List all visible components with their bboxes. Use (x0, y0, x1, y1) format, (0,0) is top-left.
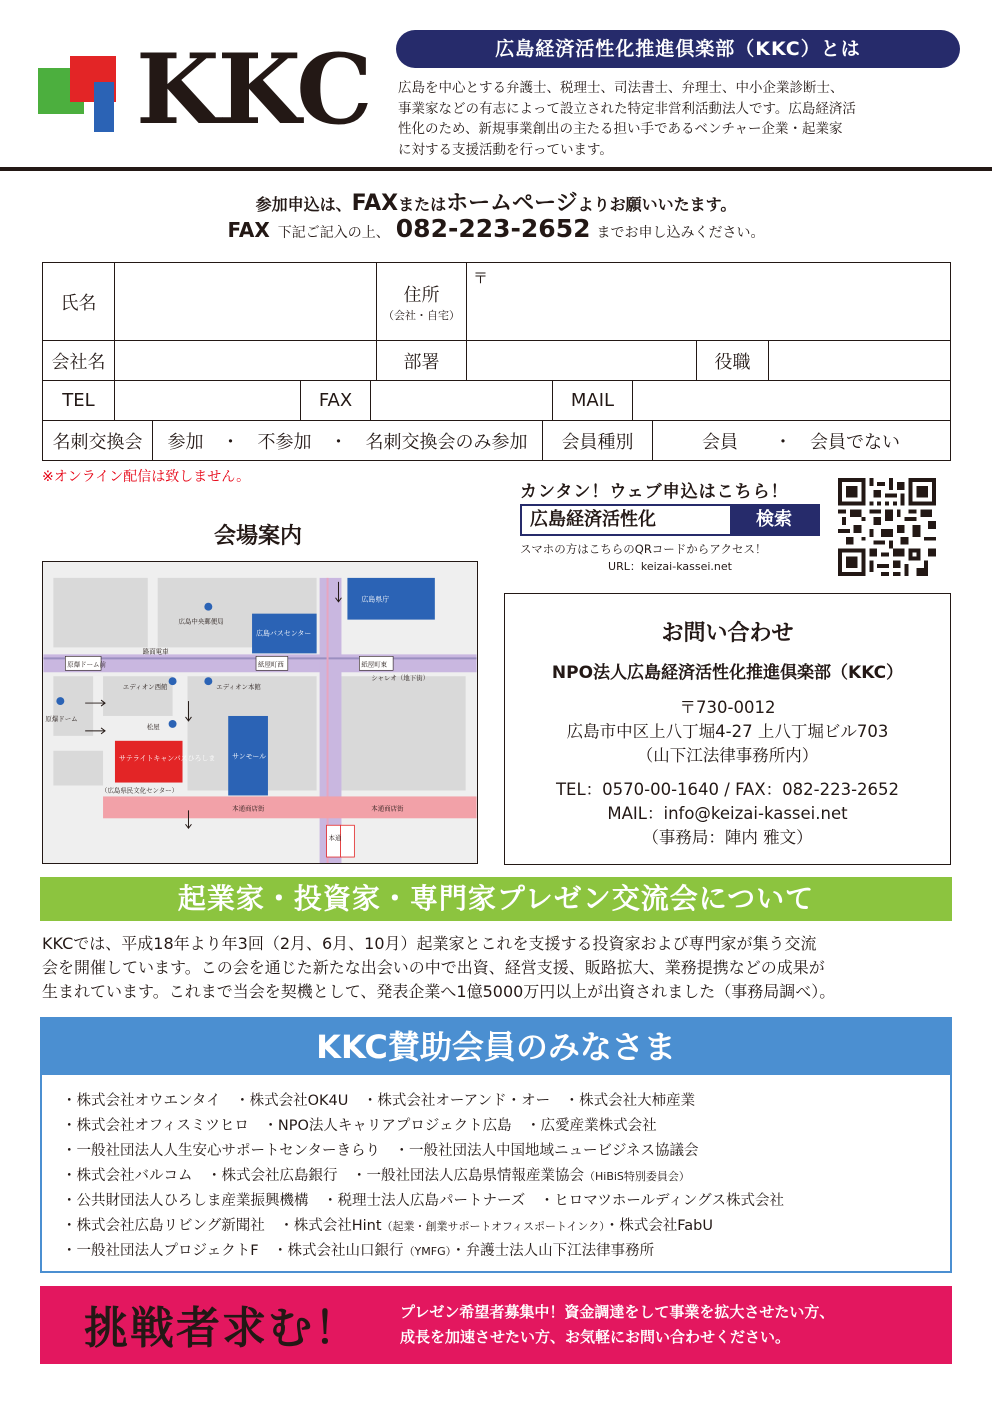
sponsor-line (62, 1214, 942, 1235)
position-label: 役職 (697, 341, 769, 380)
card-exchange-label: 名刺交換会 (43, 421, 153, 461)
banner-line: プレゼン希望者募集中！資金調達をして事業を拡大させたい方、 (400, 1303, 835, 1321)
event-line: 生まれています。これまで当会を契機として、発表企業へ1億5000万円以上が出資されました（事務局調べ）。 (42, 982, 836, 1001)
about-title: 広島経済活性化推進倶楽部（KKC）とは (396, 30, 960, 68)
map-illustration (43, 562, 477, 863)
event-line: 会を開催しています。この会を通じた新たな出会いの中で出資、経営支援、販路拡大、業務提携などの成果が (42, 958, 825, 977)
address-sublabel: （会社・自宅） (383, 308, 460, 322)
fax-number: 082-223-2652 (395, 214, 591, 243)
about-line: に対する支援活動を行っています。 (398, 141, 613, 158)
application-form (42, 262, 951, 461)
kkc-logo (36, 33, 376, 146)
form-row-options (43, 421, 950, 461)
sponsor-section (40, 1017, 952, 1273)
sponsor-text: ・公共財団法人ひろしま産業振興機構 ・税理士法人広島パートナーズ ・ヒロマツホールディングス株式会社 (62, 1193, 784, 1209)
map-label-post-office: 広島中央郵便局 (178, 617, 224, 626)
logo-text: KKC (136, 33, 371, 146)
fax-suffix: までお申し込みください。 (596, 225, 765, 241)
map-label-dome-station: 原爆ドーム前 (67, 660, 106, 669)
apply-instruction (0, 186, 992, 217)
web-url: URL：keizai-kassei.net (608, 560, 732, 573)
department-label: 部署 (377, 341, 467, 380)
header-divider (0, 167, 992, 171)
address-label-cell (377, 263, 467, 340)
sponsor-title: KKC賛助会員のみなさま (42, 1019, 950, 1075)
address-field[interactable] (467, 263, 949, 340)
venue-map (42, 561, 478, 864)
banner-headline: 挑戦者求む！ (84, 1303, 360, 1354)
sponsor-text: ・株式会社オウエンタイ ・株式会社OK4U ・株式会社オーアンド・オー ・株式会社大柿産業 (62, 1093, 696, 1109)
qr-code-icon[interactable] (838, 478, 936, 576)
map-label-matsuya: 松屋 (146, 722, 160, 731)
apply-text: または (398, 195, 447, 214)
sponsor-line (62, 1189, 942, 1210)
search-box[interactable] (520, 504, 820, 536)
company-label: 会社名 (43, 341, 115, 380)
map-label-edion-main: エディオン本館 (216, 683, 261, 692)
online-note: ※オンライン配信は致しません。 (42, 469, 251, 485)
map-label-hondori-east: 本通商店街 (371, 804, 404, 813)
apply-text: よりお願いいたます。 (577, 195, 737, 214)
event-description (42, 932, 954, 1004)
name-label: 氏名 (43, 263, 115, 340)
sponsor-text: ・一般社団法人プロジェクトF ・株式会社山口銀行 (62, 1243, 404, 1259)
map-label-atomic-dome: 原爆ドーム (45, 714, 78, 723)
venue-title: 会場案内 (213, 524, 302, 549)
sponsor-text: ・弁護士法人山下江法律事務所 (451, 1243, 655, 1259)
event-line: KKCでは、平成18年より年3回（2月、6月、10月）起業家とこれを支援する投資家および専門家が集う交流 (42, 934, 817, 953)
apply-text: 参加申込は、 (255, 195, 352, 214)
form-row-name (43, 263, 950, 341)
sponsor-text: ・株式会社広島リビング新聞社 ・株式会社Hint (62, 1218, 382, 1234)
sponsor-line (62, 1239, 942, 1260)
company-field[interactable] (115, 341, 377, 380)
sponsor-text: ・一般社団法人人生安心サポートセンターきらり ・一般社団法人中国地域ニュービジネス協議会 (62, 1143, 699, 1159)
map-label-edion-west: エディオン西館 (122, 683, 168, 692)
map-label-culture-center: （広島県民文化センター） (101, 786, 179, 795)
banner-line: 成長を加速させたい方、お気軽にお問い合わせください。 (400, 1328, 791, 1346)
tel-label: TEL (43, 381, 115, 420)
address-label: 住所 (403, 284, 440, 306)
event-title: 起業家・投資家・専門家プレゼン交流会について (40, 877, 952, 921)
name-field[interactable] (115, 263, 377, 340)
sponsor-text: ・株式会社バルコム ・株式会社広島銀行 ・一般社団法人広島県情報産業協会 (62, 1168, 584, 1184)
mail-label: MAIL (553, 381, 633, 420)
map-label-hondori-station: 本通 (328, 834, 342, 843)
sponsor-note: （起業・創業サポートオフィスポートインク） (381, 1220, 605, 1233)
sponsor-line (62, 1139, 942, 1160)
fax-field-label: FAX (301, 381, 371, 420)
map-label-bus-center: 広島バスセンター (256, 629, 312, 638)
sponsor-text: ・株式会社オフィスミツヒロ ・NPO法人キャリアプロジェクト広島 ・広愛産業株式会社 (62, 1118, 657, 1134)
map-label-satellite-campus: サテライトキャンパスひろしま (118, 754, 216, 763)
department-field[interactable] (467, 341, 697, 380)
fax-instruction-text: 下記ご記入の上、 (277, 225, 390, 241)
apply-homepage: ホームページ (446, 191, 578, 216)
form-row-contact (43, 381, 950, 421)
map-label-tram-stop-a: 紙屋町西 (258, 660, 284, 669)
contact-org: NPO法人広島経済活性化推進倶楽部（KKC） (551, 663, 904, 683)
fax-label: FAX (227, 218, 270, 242)
card-exchange-options[interactable]: 参加 ・ 不参加 ・ 名刺交換会のみ参加 (153, 421, 543, 461)
about-line: 事業家などの有志によって設立された特定非営利活動法人です。広島経済活 (398, 100, 856, 117)
map-label-shareo: シャレオ（地下街） (371, 674, 430, 683)
sponsor-line (62, 1114, 942, 1135)
banner-text (400, 1300, 940, 1350)
member-type-label: 会員種別 (543, 421, 653, 461)
tel-field[interactable] (115, 381, 301, 420)
position-field[interactable] (769, 341, 949, 380)
form-row-company (43, 341, 950, 381)
contact-secretariat: （事務局：陣内 雅文） (642, 828, 813, 847)
recruit-banner (40, 1286, 952, 1364)
contact-tel-fax: TEL：0570-00-1640 / FAX：082-223-2652 (555, 780, 900, 799)
map-label-tram-stop-b: 紙屋町東 (361, 660, 388, 669)
sponsor-line (62, 1089, 942, 1110)
sponsor-text: ・株式会社FabU (604, 1218, 713, 1234)
fax-field[interactable] (371, 381, 553, 420)
apply-fax: FAX (351, 191, 399, 216)
map-label-hondori-west: 本通商店街 (232, 804, 265, 813)
qr-note: スマホの方はこちらのQRコードからアクセス！ (520, 542, 767, 556)
sponsor-line (62, 1164, 942, 1185)
postal-mark: 〒 (473, 269, 489, 287)
sponsor-note: （YMFG） (403, 1245, 452, 1258)
contact-postal: 〒730-0012 (679, 698, 776, 717)
search-button[interactable]: 検索 (730, 506, 818, 534)
about-description (398, 78, 963, 160)
sponsor-note: （HiBiS特別委員会） (584, 1170, 690, 1183)
web-apply-title: カンタン！ウェブ申込はこちら！ (520, 482, 789, 502)
contact-title: お問い合わせ (661, 621, 794, 646)
contact-office: （山下江法律事務所内） (636, 746, 819, 765)
contact-mail[interactable]: MAIL：info@keizai-kassei.net (607, 804, 848, 823)
about-line: 性化のため、新規事業創出の主たる担い手であるベンチャー企業・起業家 (398, 121, 843, 137)
map-label-sun-mall: サンモール (232, 752, 267, 761)
search-term: 広島経済活性化 (530, 509, 656, 530)
mail-field[interactable] (633, 381, 949, 420)
contact-panel (504, 593, 951, 865)
fax-instruction (0, 214, 992, 243)
about-line: 広島を中心とする弁護士、税理士、司法書士、弁理士、中小企業診断士、 (398, 80, 844, 96)
logo-blue-square (94, 82, 114, 132)
map-label-tram-line: 路面電車 (142, 647, 169, 656)
contact-address: 広島市中区上八丁堀4-27 上八丁堀ビル703 (566, 722, 889, 741)
map-label-prefectural-office: 広島県庁 (361, 595, 390, 604)
member-type-options[interactable]: 会員 ・ 会員でない (702, 432, 900, 453)
